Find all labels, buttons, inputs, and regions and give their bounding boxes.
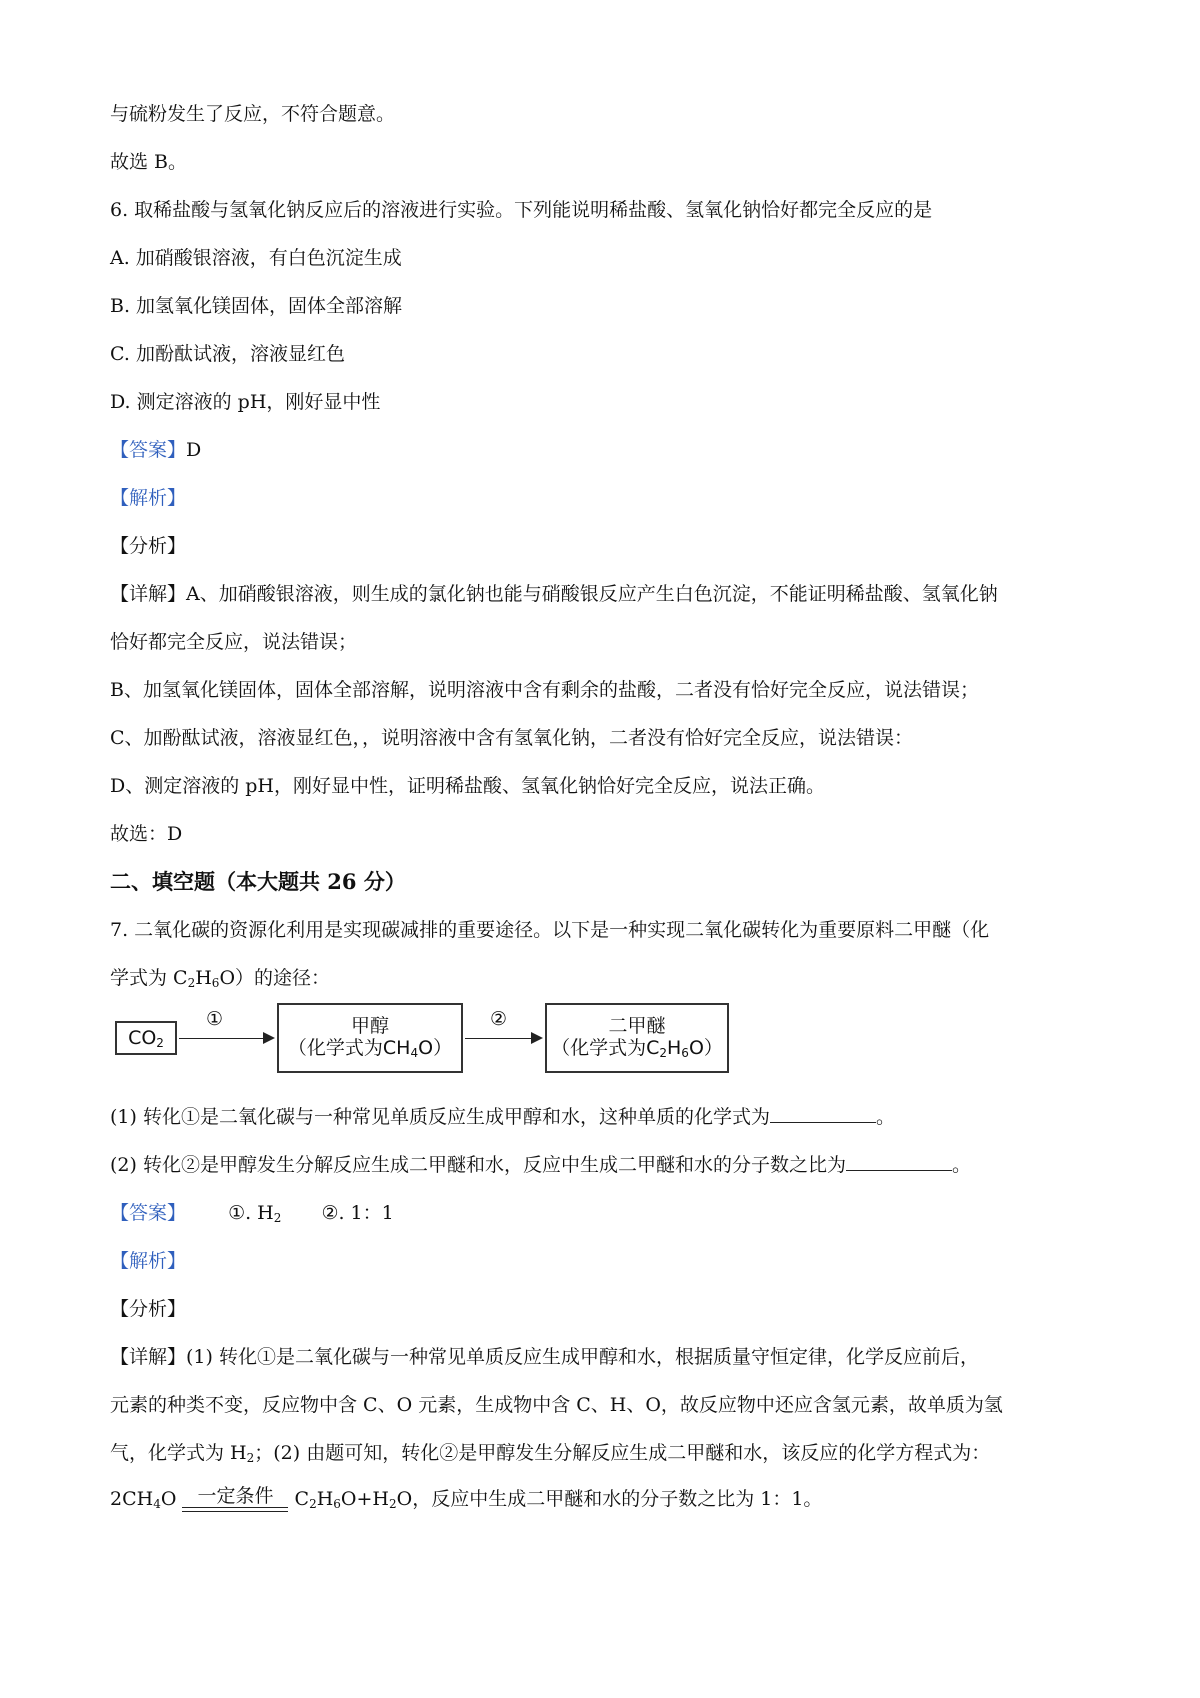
step-2-label: ② — [490, 1008, 508, 1030]
section-heading: 二、填空题（本大题共 26 分） — [110, 869, 406, 894]
conversion-diagram — [110, 1003, 730, 1073]
detail-line: 【详解】A、加硝酸银溶液，则生成的氯化钠也能与硝酸银反应产生白色沉淀，不能证明稀盐酸、氢氧化钠 — [110, 583, 998, 605]
chemical-equation: $2CH_4O$ 一定条件 $C_2H_6O+H_2O$，反应中生成二甲醚和水的分子数之比为 1：1。 — [110, 1484, 822, 1519]
answer-tag: 【答案】 — [110, 439, 187, 461]
text-line: 与硫粉发生了反应，不符合题意。 — [110, 103, 396, 125]
detail-line: 【详解】(1) 转化①是二氧化碳与一种常见单质反应生成甲醇和水，根据质量守恒定律，化学反应前后， — [110, 1346, 979, 1368]
detail-line: C、加酚酞试液，溶液显红色，，说明溶液中含有氢氧化钠，二者没有恰好完全反应，说法错误： — [110, 727, 914, 749]
question-7: 7. 二氧化碳的资源化利用是实现碳减排的重要途径。以下是一种实现二氧化碳转化为重要原料二甲醚（化 — [110, 919, 990, 941]
co2-box: $CO_2$ — [115, 1021, 177, 1055]
answer-value-1: ①. $H_2$ — [228, 1202, 282, 1225]
equation-products: $C_2H_6O+H_2O$ — [294, 1488, 413, 1511]
answer-line — [110, 1201, 394, 1230]
answer-value: D — [186, 439, 202, 461]
analysis-tag: 【解析】 — [110, 1250, 187, 1272]
detail-line: B、加氢氧化镁固体，固体全部溶解，说明溶液中含有剩余的盐酸，二者没有恰好完全反应，说法错误； — [110, 679, 979, 701]
answer-value-2: ②. 1：1 — [321, 1202, 394, 1224]
methanol-box: 甲醇 （化学式为$CH_4O$） — [277, 1003, 463, 1073]
dimethyl-ether-box: 二甲醚 （化学式为$C_2H_6O$） — [545, 1003, 729, 1073]
detail-line: D、测定溶液的 pH，刚好显中性，证明稀盐酸、氢氧化钠恰好完全反应，说法正确。 — [110, 775, 826, 797]
fenxi-tag: 【分析】 — [110, 535, 187, 557]
option-d: D. 测定溶液的 pH，刚好显中性 — [110, 391, 381, 413]
analysis-tag: 【解析】 — [110, 487, 187, 509]
option-a: A. 加硝酸银溶液，有白色沉淀生成 — [110, 247, 402, 269]
choose-line: 故选：D — [110, 823, 183, 845]
arrow-1 — [179, 1038, 273, 1039]
question-7-cont: 学式为 $C_2H_6O$）的途径： — [110, 967, 331, 990]
reaction-condition: 一定条件 — [182, 1485, 288, 1519]
sub-question-1: (1) 转化①是二氧化碳与一种常见单质反应生成甲醇和水，这种单质的化学式为 。 — [110, 1106, 895, 1128]
option-b: B. 加氢氧化镁固体，固体全部溶解 — [110, 295, 403, 317]
sub-question-2: (2) 转化②是甲醇发生分解反应生成二甲醚和水，反应中生成二甲醚和水的分子数之比为 。 — [110, 1154, 971, 1176]
arrow-2 — [465, 1038, 541, 1039]
text-line: 故选 B。 — [110, 151, 188, 173]
step-1-label: ① — [206, 1008, 224, 1030]
question-6: 6. 取稀盐酸与氢氧化钠反应后的溶液进行实验。下列能说明稀盐酸、氢氧化钠恰好都完全反应的是 — [110, 199, 933, 221]
equation-reactant: $2CH_4O$ — [110, 1488, 177, 1511]
detail-line: 气，化学式为 $H_2$；(2) 由题可知，转化②是甲醇发生分解反应生成二甲醚和水，该反应的化学方程式为： — [110, 1442, 991, 1465]
detail-line: 元素的种类不变，反应物中含 C、O 元素，生成物中含 C、H、O，故反应物中还应含氢元素，故单质为氢 — [110, 1394, 1003, 1416]
answer-blank[interactable] — [770, 1106, 876, 1123]
detail-line: 恰好都完全反应，说法错误； — [110, 631, 358, 653]
answer-tag: 【答案】 — [110, 1202, 187, 1224]
option-c: C. 加酚酞试液，溶液显红色 — [110, 343, 345, 365]
answer-line — [110, 438, 201, 462]
answer-blank[interactable] — [846, 1154, 952, 1171]
fenxi-tag: 【分析】 — [110, 1298, 187, 1320]
